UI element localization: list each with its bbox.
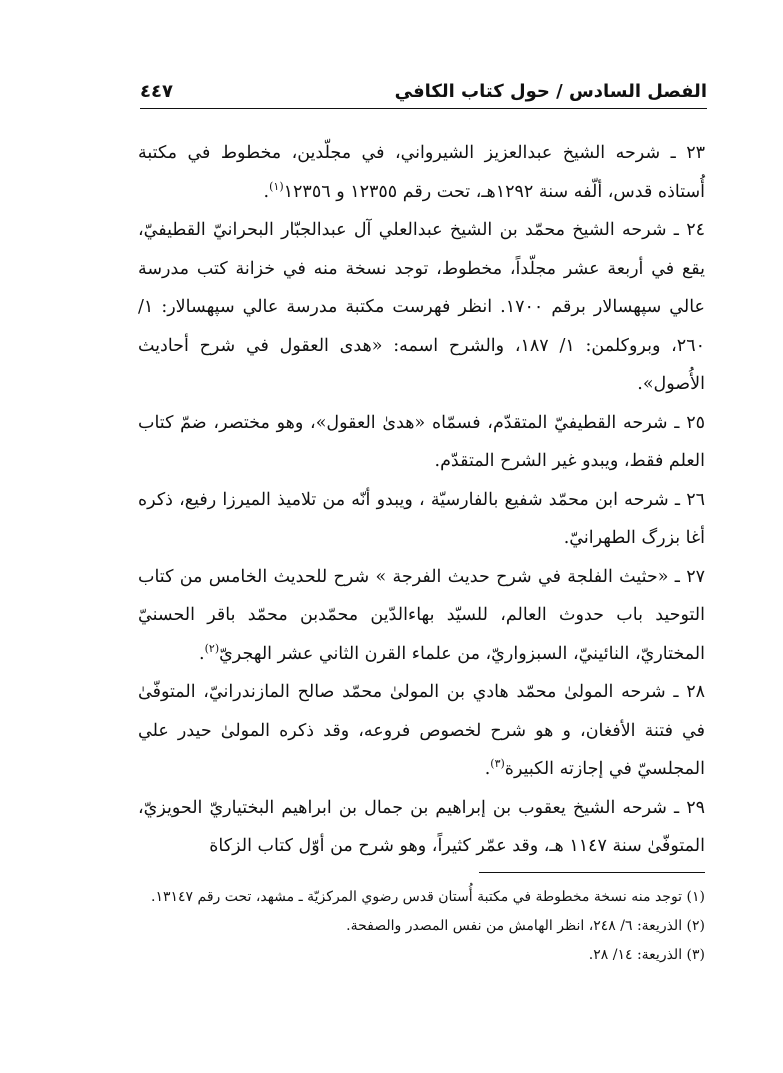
- footnote-ref-3[interactable]: (٣): [490, 757, 505, 771]
- footnote-ref-1[interactable]: (١): [269, 179, 284, 193]
- entry-text: ٢٣ ـ شرحه الشيخ عبدالعزيز الشيرواني، في مجلّدين، مخطوط في مكتبة أُستاذه قدس، ألّفه سنة ١٢٩٢هـ، تحت رقم ١٢٣٥٥ و ١٢٣٥٦: [138, 143, 705, 202]
- running-header: [140, 68, 707, 109]
- chapter-title: الفصل السادس / حول كتاب الكافي: [394, 81, 707, 102]
- entry-29: [138, 789, 705, 866]
- page-number: ٤٤٧: [140, 81, 173, 102]
- footnote-2: (٢) الذريعة: ٦/ ٢٤٨، انظر الهامش من نفس المصدر والصفحة.: [346, 918, 705, 934]
- entry-tail: .: [263, 181, 270, 202]
- entry-tail: .: [484, 759, 491, 779]
- entry-text: ٢٦ ـ شرحه ابن محمّد شفيع بالفارسيّة ، ويبدو أنّه من تلاميذ الميرزا رفيع، ذكره أغا بزرگ الطهرانيّ.: [138, 489, 705, 548]
- footnote-ref-2[interactable]: (٢): [204, 641, 220, 655]
- entry-27: [138, 558, 705, 674]
- entry-28: [138, 673, 705, 789]
- footnote-1: (١) توجد منه نسخة مخطوطة في مكتبة أُستان قدس رضوي المركزيّة ـ مشهد، تحت رقم ١٣١٤٧.: [150, 889, 705, 905]
- entry-text: ٢٥ ـ شرحه القطيفيّ المتقدّم، فسمّاه «هدىٰ العقول»، وهو مختصر، ضمّ كتاب العلم فقط، ويبدو غير الشرح المتقدّم.: [138, 412, 705, 471]
- entry-text: ٢٤ ـ شرحه الشيخ محمّد بن الشيخ عبدالعلي آل عبدالجبّار البحرانيّ القطيفيّ، يقع في أربعة عشر مجلّداً، مخطوط، توجد نسخة منه في خزانة كتب مدرسة عالي سپهسالار برقم ١٧٠٠. انظر فهرست مكتبة مدرسة عالي سپهسالار: ١/ ٢٦٠، وبروكلمن: ١/ ١٨٧، والشرح اسمه: «هدى العقول في شرح أحاديث الأُصول».: [138, 220, 705, 394]
- entry-26: [138, 481, 705, 558]
- footnotes: [138, 883, 705, 970]
- footnote-divider: [479, 872, 705, 873]
- entry-25: [138, 404, 705, 481]
- entry-text: ٢٧ ـ «حثيث الفلجة في شرح حديث الفرجة » شرح للحديث الخامس من كتاب التوحيد باب حدوث العالم، للسيّد بهاءالدّين محمّدبن محمّد باقر الحسنيّ المختاريّ، النائينيّ، السبزواريّ، من علماء القرن الثاني عشر الهجريّ: [138, 566, 705, 664]
- entry-tail: .: [199, 643, 205, 664]
- footnote-3: (٣) الذريعة: ١٤/ ٢٨.: [588, 947, 705, 963]
- entry-text: ٢٨ ـ شرحه المولىٰ محمّد هادي بن المولىٰ محمّد صالح المازندرانيّ، المتوفّىٰ في فتنة الأفغان، و هو شرح لخصوص فروعه، وقد ذكره المولىٰ حيدر علي المجلسيّ في إجازته الكبيرة: [138, 682, 705, 779]
- entry-23: [138, 134, 705, 211]
- body-text: [138, 134, 705, 866]
- entry-24: [138, 211, 705, 404]
- entry-text: ٢٩ ـ شرحه الشيخ يعقوب بن إبراهيم بن جمال بن ابراهيم البختياريّ الحويزيّ، المتوفّىٰ سنة ١١٤٧ هـ، وقد عمّر كثيراً، وهو شرح من أوّل كتاب الزكاة: [138, 797, 705, 856]
